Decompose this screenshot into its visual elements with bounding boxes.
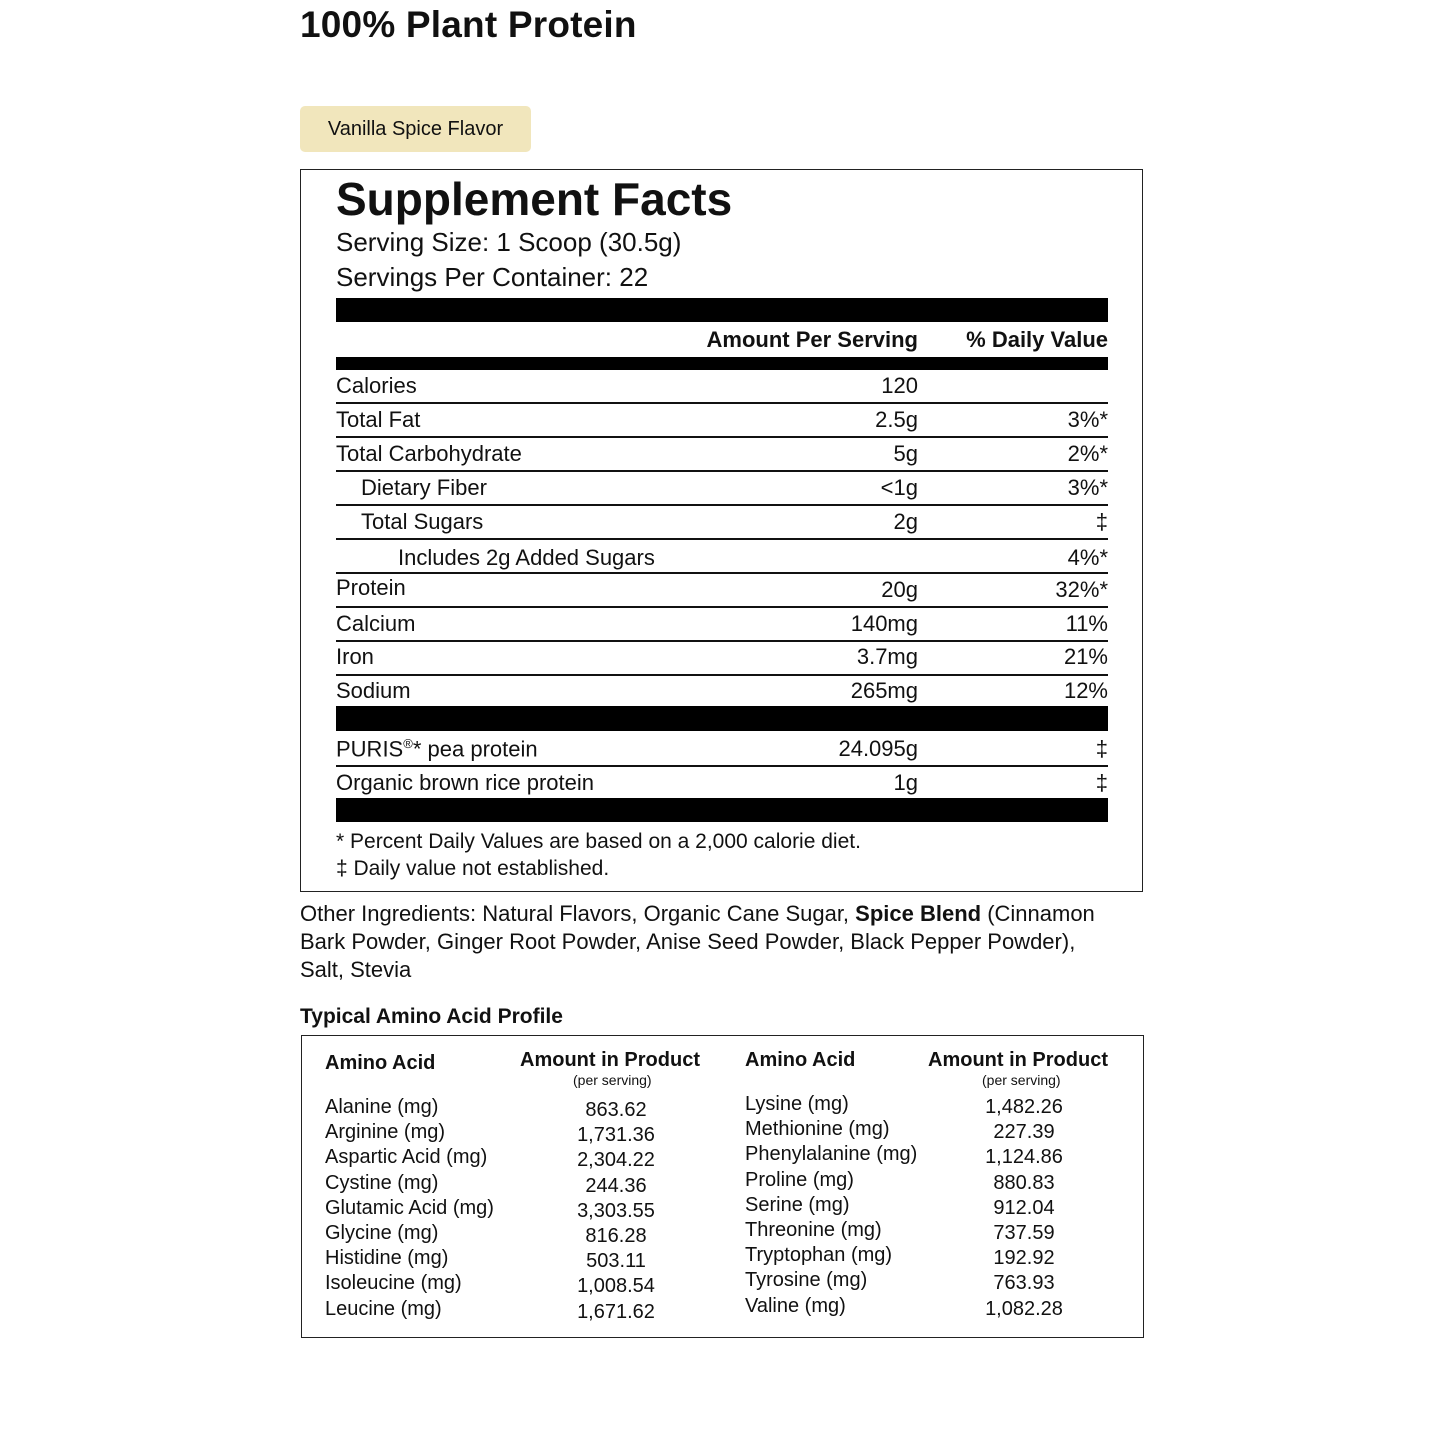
blend-label-main: PURIS: [336, 736, 404, 762]
servings-per-container: Servings Per Container: 22: [336, 262, 649, 292]
row-divider: [336, 572, 1108, 574]
row-divider: [336, 606, 1108, 608]
amino-acid-amount: 503.11: [586, 1250, 646, 1273]
col-amino-acid-left: Amino Acid: [325, 1052, 436, 1074]
row-amount: 120: [881, 373, 918, 398]
amino-acid-name: Tryptophan (mg): [745, 1244, 893, 1267]
amino-acid-name: Cystine (mg): [325, 1171, 439, 1194]
row-amount: 2g: [893, 509, 918, 534]
row-divider: [336, 504, 1108, 506]
amino-acid-name: Histidine (mg): [325, 1247, 449, 1270]
amino-acid-name: Leucine (mg): [325, 1297, 442, 1320]
blend-amount: 24.095g: [838, 736, 918, 761]
blend-divider: [336, 706, 1108, 731]
amino-acid-name: Alanine (mg): [325, 1096, 439, 1118]
row-daily-value: 3%*: [1067, 475, 1108, 500]
blend-daily-value: ‡: [1095, 770, 1108, 795]
amino-acid-name: Aspartic Acid (mg): [325, 1146, 488, 1169]
amino-acid-name: Glutamic Acid (mg): [325, 1196, 494, 1219]
amino-acid-amount: 816.28: [585, 1225, 647, 1247]
row-daily-value: 32%*: [1055, 577, 1108, 602]
bottom-divider: [336, 798, 1108, 822]
amino-acid-name: Lysine (mg): [745, 1093, 849, 1115]
amino-acid-name: Methionine (mg): [745, 1118, 890, 1141]
registered-mark: ®: [403, 736, 413, 751]
row-label: Protein: [336, 575, 406, 600]
row-divider: [336, 402, 1108, 404]
row-label: Total Carbohydrate: [336, 441, 522, 466]
amino-acid-name: Isoleucine (mg): [325, 1272, 462, 1295]
col-amount-left: Amount in Product: [520, 1049, 700, 1071]
row-daily-value: 21%: [1063, 644, 1108, 669]
amino-acid-amount: 244.36: [585, 1174, 647, 1197]
amino-acid-name: Serine (mg): [745, 1193, 850, 1216]
amino-acid-amount: 863.62: [585, 1099, 647, 1121]
row-label: Calories: [336, 373, 417, 398]
amino-acid-amount: 1,731.36: [577, 1124, 655, 1147]
blend-amount: 1g: [893, 770, 918, 795]
amino-acid-name: Tyrosine (mg): [745, 1269, 868, 1292]
blend-label-rest: * pea protein: [412, 736, 538, 762]
amino-acid-amount: 1,124.86: [985, 1146, 1063, 1169]
thick-divider: [336, 298, 1108, 322]
col-amino-acid-right: Amino Acid: [745, 1049, 856, 1071]
row-label: Dietary Fiber: [361, 475, 487, 500]
other-ingredients-suffix: (Cinnamon Bark Powder, Ginger Root Powder, Anise Seed Powder, Black Pepper Powder), Salt, Stevia: [300, 901, 1095, 982]
amino-acid-amount: 880.83: [993, 1171, 1055, 1194]
amino-acid-name: Threonine (mg): [745, 1219, 882, 1241]
amino-acid-amount: 763.93: [993, 1272, 1055, 1295]
row-daily-value: ‡: [1095, 509, 1108, 534]
row-label: Calcium: [336, 611, 416, 636]
amino-acid-amount: 737.59: [993, 1222, 1055, 1244]
amino-acid-amount: 1,482.26: [985, 1096, 1063, 1118]
facts-title: Supplement Facts: [336, 173, 733, 225]
amino-acid-name: Glycine (mg): [325, 1222, 439, 1244]
row-daily-value: 4%*: [1067, 545, 1108, 570]
amino-acid-amount: 2,304.22: [577, 1149, 655, 1172]
row-amount: <1g: [880, 475, 918, 500]
col-amount-right: Amount in Product: [928, 1049, 1108, 1071]
blend-daily-value: ‡: [1095, 736, 1108, 761]
row-divider: [336, 640, 1108, 642]
serving-size: Serving Size: 1 Scoop (30.5g): [336, 227, 682, 257]
row-label: Sodium: [336, 678, 411, 703]
amino-acid-amount: 1,671.62: [577, 1300, 655, 1323]
col-sub-left: (per serving): [573, 1072, 652, 1088]
amino-acid-name: Valine (mg): [745, 1294, 846, 1317]
row-amount: 140mg: [850, 611, 918, 636]
blend-label: [336, 736, 538, 762]
amino-acid-amount: 3,303.55: [577, 1199, 655, 1222]
row-amount: 3.7mg: [856, 644, 918, 669]
footnote-daily-values: * Percent Daily Values are based on a 2,000 calorie diet.: [336, 830, 861, 853]
header-daily-value: % Daily Value: [966, 327, 1108, 352]
row-daily-value: 12%: [1063, 678, 1108, 703]
row-label: Total Fat: [336, 407, 421, 432]
row-amount: 20g: [881, 577, 918, 602]
col-sub-right: (per serving): [982, 1072, 1061, 1088]
spice-blend-label: Spice Blend: [855, 901, 982, 926]
row-divider: [336, 538, 1108, 540]
amino-acid-amount: 1,082.28: [985, 1297, 1063, 1320]
row-label: Total Sugars: [361, 509, 484, 534]
row-amount: 265mg: [850, 678, 918, 703]
amino-acid-amount: 912.04: [993, 1196, 1055, 1219]
amino-acid-amount: 227.39: [993, 1121, 1055, 1144]
row-divider: [336, 470, 1108, 472]
amino-profile-table: [301, 1035, 1144, 1338]
row-daily-value: 11%: [1065, 611, 1108, 636]
supplement-facts-panel: [300, 169, 1143, 892]
row-daily-value: 3%*: [1067, 407, 1108, 432]
other-ingredients-prefix: Other Ingredients: Natural Flavors, Organic Cane Sugar,: [300, 901, 856, 926]
row-label: Includes 2g Added Sugars: [398, 545, 655, 570]
row-amount: 5g: [893, 441, 918, 466]
flavor-badge: Vanilla Spice Flavor: [300, 106, 531, 152]
blend-label: Organic brown rice protein: [336, 770, 595, 795]
row-label: Iron: [336, 644, 374, 669]
header-divider: [336, 357, 1108, 370]
row-amount: 2.5g: [875, 407, 918, 432]
page-title: 100% Plant Protein: [300, 4, 637, 45]
footnote-not-established: ‡ Daily value not established.: [336, 857, 610, 880]
row-divider: [336, 765, 1108, 767]
row-divider: [336, 436, 1108, 438]
header-amount: Amount Per Serving: [706, 327, 918, 352]
row-daily-value: 2%*: [1067, 441, 1108, 466]
amino-acid-name: Phenylalanine (mg): [745, 1143, 918, 1166]
other-ingredients: [300, 900, 1120, 984]
amino-profile-title: Typical Amino Acid Profile: [300, 1005, 563, 1028]
amino-acid-amount: 1,008.54: [577, 1275, 655, 1298]
amino-acid-name: Proline (mg): [745, 1168, 854, 1191]
amino-acid-name: Arginine (mg): [325, 1121, 446, 1144]
amino-acid-amount: 192.92: [993, 1247, 1055, 1270]
row-divider: [336, 674, 1108, 676]
